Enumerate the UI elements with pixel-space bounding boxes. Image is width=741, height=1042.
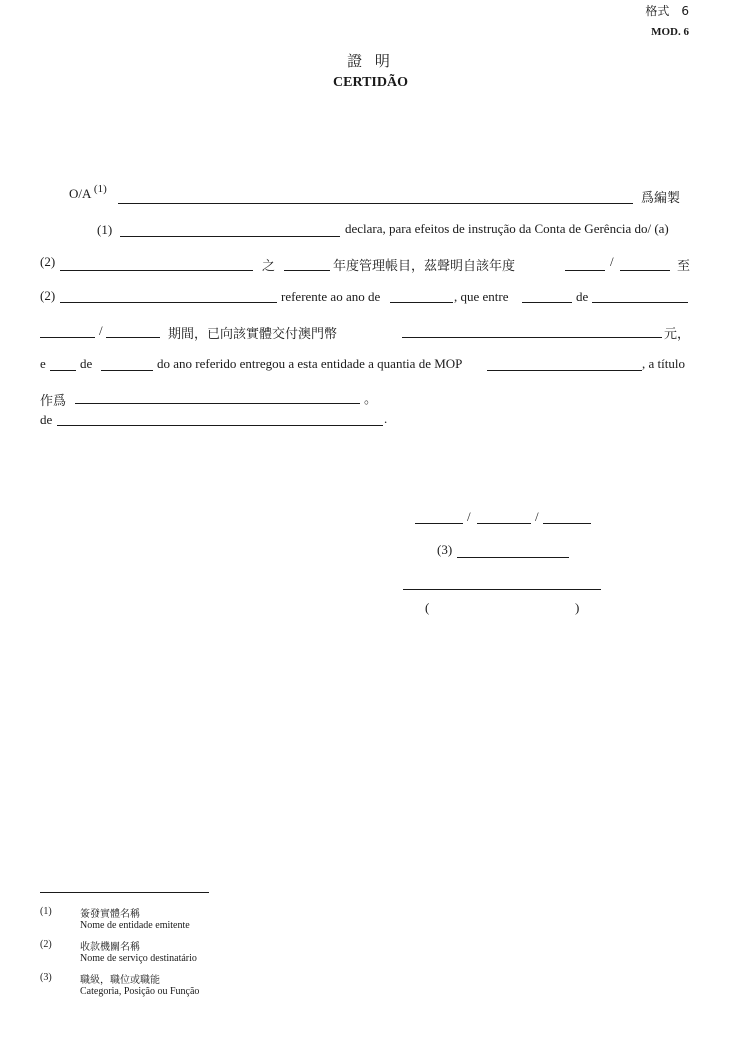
- account-year-field[interactable]: [284, 270, 330, 271]
- start-day-field[interactable]: [522, 302, 572, 303]
- sign-year-field[interactable]: [543, 523, 591, 524]
- row3-zhi2: 至: [677, 259, 691, 274]
- row7-period: 。: [364, 392, 378, 407]
- amount-mop-pt-field[interactable]: [487, 370, 642, 371]
- signature-mark: (3): [437, 542, 453, 557]
- signature-line[interactable]: [403, 589, 601, 590]
- recipient-service-pt-field[interactable]: [60, 302, 277, 303]
- period-end-day-field[interactable]: [40, 337, 95, 338]
- signatory-name-paren-close: ): [575, 600, 580, 615]
- footnote-2-mark: (2): [40, 939, 52, 950]
- reference-year-field[interactable]: [390, 302, 453, 303]
- row5-text: 期間，已向該實體交付澳門幣: [168, 327, 338, 342]
- footnote-divider: [40, 892, 209, 893]
- title-pt: CERTIDÃO: [333, 75, 408, 90]
- footnote-2-zh: 收款機關名稱: [80, 942, 140, 953]
- period-start-day-field[interactable]: [565, 270, 605, 271]
- footnote-3-pt: Categoria, Posição ou Função: [80, 986, 200, 997]
- footnote-1-zh: 簽發實體名稱: [80, 909, 140, 920]
- row1-prefix: O/A $^{(1)}$: [69, 183, 107, 201]
- row6-a-titulo: , a título: [642, 356, 685, 371]
- footnote-1-pt: Nome de entidade emitente: [80, 920, 190, 931]
- footnote-3-zh: 職級，職位或職能: [80, 975, 160, 986]
- row3-mark: (2): [40, 254, 56, 269]
- emitting-entity-field[interactable]: [118, 203, 633, 204]
- start-month-field[interactable]: [592, 302, 688, 303]
- sign-day-field[interactable]: [415, 523, 463, 524]
- end-month-field[interactable]: [101, 370, 153, 371]
- row3-slash: /: [610, 254, 614, 269]
- row4-que-entre: , que entre: [454, 289, 509, 304]
- row5-yuan: 元，: [664, 327, 691, 342]
- recipient-service-field[interactable]: [60, 270, 253, 271]
- period-start-month-field[interactable]: [620, 270, 670, 271]
- title-zh: 證 明: [347, 52, 394, 70]
- row3-text: 年度管理帳目，茲聲明自該年度: [333, 259, 516, 274]
- row4-referente: referente ao ano de: [281, 289, 381, 304]
- format-number-pt: MOD. 6: [651, 26, 689, 38]
- declarant-field[interactable]: [120, 236, 340, 237]
- footnote-2-pt: Nome de serviço destinatário: [80, 953, 197, 964]
- row8-de: de: [40, 412, 53, 427]
- purpose-zh-field[interactable]: [75, 403, 360, 404]
- row5-slash: /: [99, 323, 103, 338]
- footnote-3-mark: (3): [40, 972, 52, 983]
- sign-date-slash-2: /: [535, 509, 539, 524]
- footnote-1-mark: (1): [40, 906, 52, 917]
- format-number-zh: 格式 6: [645, 4, 689, 18]
- row4-de: de: [576, 289, 589, 304]
- purpose-pt-field[interactable]: [57, 425, 383, 426]
- amount-mop-zh-field[interactable]: [402, 337, 662, 338]
- row2-mark: (1): [97, 222, 113, 237]
- row6-de: de: [80, 356, 93, 371]
- row3-zhi: 之: [262, 259, 276, 274]
- signatory-category-field[interactable]: [457, 557, 569, 558]
- sign-date-slash-1: /: [467, 509, 471, 524]
- end-day-field[interactable]: [50, 370, 76, 371]
- row1-suffix: 爲編製: [641, 191, 681, 206]
- row7-zuowei: 作爲: [40, 394, 67, 409]
- row6-text: do ano referido entregou a esta entidade a quantia de MOP: [157, 356, 463, 371]
- sign-month-field[interactable]: [477, 523, 531, 524]
- row4-mark: (2): [40, 288, 56, 303]
- signatory-name-paren-open: (: [425, 600, 430, 615]
- row2-text: declara, para efeitos de instrução da Conta de Gerência do/ (a): [345, 221, 669, 236]
- row6-e: e: [40, 356, 46, 371]
- row8-period: .: [384, 411, 388, 426]
- period-end-month-field[interactable]: [106, 337, 160, 338]
